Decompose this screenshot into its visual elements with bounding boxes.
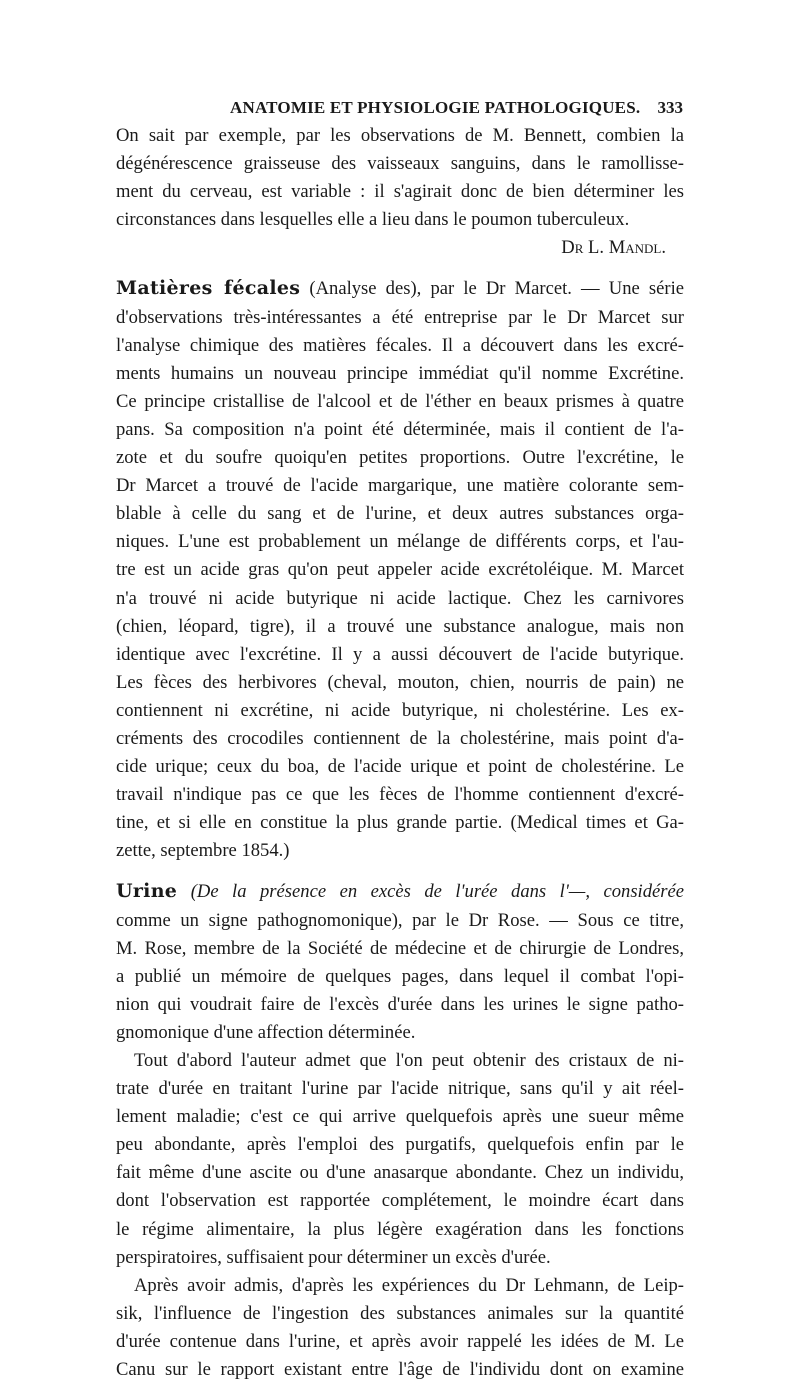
page-header	[118, 98, 683, 124]
text-line: n'a trouvé ni acide butyrique ni acide lactique. Chez les carnivores	[116, 587, 684, 609]
author-signature: Dr L. Mandl.	[561, 237, 666, 259]
text-line: d'urée contenue dans l'urine, et après avoir rappelé les idées de M. Le	[116, 1330, 684, 1352]
text-line: blable à celle du sang et de l'urine, et deux autres substances orga-	[116, 503, 684, 525]
text-line: a publié un mémoire de quelques pages, dans lequel il combat l'opi-	[116, 965, 684, 987]
text-line: perspiratoires, suffisaient pour déterminer un excès d'urée.	[116, 1246, 551, 1268]
page-body	[116, 122, 684, 1384]
text-line: Canu sur le rapport existant entre l'âge de l'individu dont on examine	[116, 1359, 684, 1381]
text-line: zote et du soufre quoiqu'en petites proportions. Outre l'excrétine, le	[116, 447, 684, 469]
text-line: comme un signe pathognomonique), par le Dr Rose. — Sous ce titre,	[116, 909, 684, 931]
text-line: circonstances dans lesquelles elle a lieu dans le poumon tuberculeux.	[116, 209, 630, 231]
section-heading-line	[116, 274, 684, 303]
text-line: ment du cerveau, est variable : il s'agirait donc de bien déterminer les	[116, 181, 684, 203]
section-heading-detail: (Analyse des), par le Dr Marcet. — Une série	[309, 278, 685, 300]
text-line: niques. L'une est probablement un mélange de différents corps, et l'au-	[116, 531, 684, 553]
text-line: On sait par exemple, par les observations de M. Bennett, combien la	[116, 125, 684, 146]
text-line: Tout d'abord l'auteur admet que l'on peut obtenir des cristaux de ni-	[134, 1050, 684, 1071]
text-line: ments humains un nouveau principe immédiat qu'il nomme Excrétine.	[116, 362, 684, 384]
text-line: lement maladie; c'est ce qui arrive quelquefois après une sueur même	[116, 1106, 684, 1128]
running-title: ANATOMIE ET PHYSIOLOGIE PATHOLOGIQUES.	[230, 98, 641, 117]
section-heading: Matières fécales	[116, 277, 301, 300]
text-line: créments des crocodiles contiennent de la cholestérine, mais point d'a-	[116, 727, 684, 749]
text-line: tre est un acide gras qu'on peut appeler acide excrétoléique. M. Marcet	[116, 559, 684, 581]
section-heading-line	[116, 877, 684, 906]
text-line: zette, septembre 1854.)	[116, 840, 290, 862]
text-line: le régime alimentaire, la plus légère exagération dans les fonctions	[116, 1218, 684, 1240]
text-line: nion qui voudrait faire de l'excès d'urée dans les urines le signe patho-	[116, 993, 684, 1015]
text-line: contiennent ni excrétine, ni acide butyrique, ni cholestérine. Les ex-	[116, 699, 684, 721]
text-line: dont l'observation est rapportée complétement, le moindre écart dans	[116, 1190, 684, 1212]
text-line: M. Rose, membre de la Société de médecine et de chirurgie de Londres,	[116, 937, 684, 959]
text-line: peu abondante, après l'emploi des purgatifs, quelquefois enfin par le	[116, 1134, 684, 1156]
text-line: dégénérescence graisseuse des vaisseaux sanguins, dans le ramollisse-	[116, 153, 684, 175]
text-line: l'analyse chimique des matières fécales. Il a découvert dans les excré-	[116, 334, 684, 356]
text-line: Ce principe cristallise de l'alcool et de l'éther en beaux prismes à quatre	[116, 390, 684, 412]
text-line: gnomonique d'une affection déterminée.	[116, 1021, 416, 1043]
text-line: trate d'urée en traitant l'urine par l'acide nitrique, sans qu'il y ait réel-	[116, 1078, 684, 1100]
text-line: pans. Sa composition n'a point été déterminée, mais il contient de l'a-	[116, 418, 684, 440]
page-number: 333	[657, 98, 683, 117]
text-line: travail n'indique pas ce que les fèces de l'homme contiennent d'excré-	[116, 784, 684, 806]
section-heading: Urine	[116, 880, 178, 903]
text-line: Après avoir admis, d'après les expériences du Dr Lehmann, de Leip-	[134, 1274, 684, 1296]
section-heading-detail: (De la présence en excès de l'urée dans l'—, considérée	[190, 881, 685, 903]
text-line: identique avec l'excrétine. Il y a aussi découvert de l'acide butyrique.	[116, 643, 684, 665]
section-gap	[116, 865, 684, 877]
text-line: tine, et si elle en constitue la plus grande partie. (Medical times et Ga-	[116, 812, 684, 834]
text-line: d'observations très-intéressantes a été entreprise par le Dr Marcet sur	[116, 306, 684, 328]
text-line: sik, l'influence de l'ingestion des substances animales sur la quantité	[116, 1302, 684, 1324]
text-line: fait même d'une ascite ou d'une anasarque abondante. Chez un individu,	[116, 1162, 684, 1184]
text-line: Dr Marcet a trouvé de l'acide margarique, une matière colorante sem-	[116, 475, 684, 497]
text-line: (chien, léopard, tigre), il a trouvé une substance analogue, mais non	[116, 615, 684, 637]
section-gap	[116, 262, 684, 274]
text-line: Les fèces des herbivores (cheval, mouton, chien, nourris de pain) ne	[116, 671, 684, 693]
text-line: cide urique; ceux du boa, de l'acide urique et point de cholestérine. Le	[116, 756, 684, 778]
